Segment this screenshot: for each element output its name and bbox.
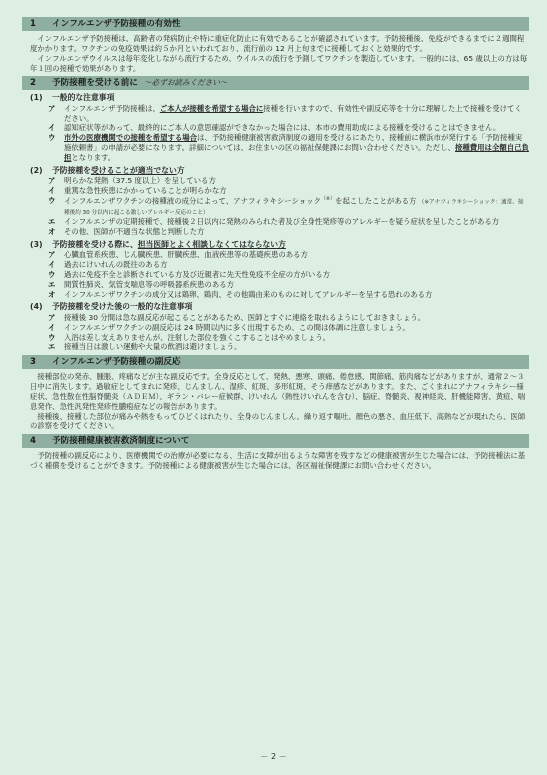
text-part: は、予防接種健康被害救済制度の適用を受けるにあたり、接種前に横浜市が発行する「予防接種実施依頼書」の申請が必要になります。詳細については、お住まいの区の福祉保健課にお問い合わせください。ただし、 (64, 133, 523, 153)
list-item (22, 260, 529, 270)
text-part: となります。 (71, 152, 116, 162)
underlined-text: 担当医師とよく相談しなくてはならない方 (137, 239, 286, 249)
item-text: インフルエンザの定期接種で、接種後２日以内に発熱のみられた者及び全身性発疹等のアレルギーを疑う症状を呈したことがある方 (64, 217, 500, 227)
subsection-4-heading (22, 302, 529, 312)
item-marker: イ (48, 186, 56, 195)
list-item (22, 290, 529, 300)
underlined-text: 受けることが適当でない (90, 165, 177, 175)
section-2-heading (22, 76, 529, 90)
subsection-title: 予防接種を (52, 165, 91, 175)
item-text: その他、医師が不適当な状態と判断した方 (64, 227, 205, 237)
list-item (22, 280, 529, 290)
section-number: 1 (30, 19, 36, 29)
list-item (22, 186, 529, 196)
text-part: を起こしたことがある方 (335, 196, 417, 206)
section-subtitle: ～必ずお読みください～ (143, 78, 228, 88)
item-marker: エ (48, 217, 56, 227)
item-marker: エ (48, 279, 56, 289)
item-text: インフルエンザワクチンの成分又は鶏卵、鶏肉、その他鶏由来のものに対してアレルギーを呈する恐れのある方 (64, 289, 433, 299)
item-marker: ア (48, 103, 56, 113)
item-text: 過去にけいれんの既往のある方 (64, 260, 168, 270)
item-text: 接種後 30 分間は急な副反応が起こることがあるため、医師とすぐに連絡を取れるようにしておきましょう。 (64, 312, 426, 322)
item-text (64, 133, 529, 163)
item-text: 明らかな発熱（37.5 度以上）を呈している方 (64, 176, 216, 186)
item-text: 入浴は差し支えありませんが、注射した部位を強くこすることはやめましょう。 (64, 332, 331, 342)
text-part: インフルエンザワクチンの接種液の成分によって、アナフィラキシーショック (64, 196, 321, 206)
item-marker: ウ (48, 195, 56, 205)
item-text: 重篤な急性疾患にかかっていることが明らかな方 (64, 186, 227, 195)
item-marker: ウ (48, 133, 56, 143)
subsection-number: (4) (30, 302, 43, 312)
item-text: 過去に免疫不全と診断されている方及び近親者に先天性免疫不全症の方がいる方 (64, 269, 331, 279)
item-marker: イ (48, 123, 56, 133)
list-item (22, 323, 529, 333)
text-part: 接種を行いますので、有効性や副反応等を十分に理解した上で接種を受けてください。 (64, 103, 522, 123)
item-marker: ア (48, 250, 56, 260)
subsection-title: 予防接種を受けた後の一般的な注意事項 (52, 302, 193, 312)
footnote-marker: （※） (320, 195, 336, 202)
list-item (22, 333, 529, 343)
list-item (22, 250, 529, 260)
page-number: － 2 － (260, 752, 287, 761)
subsection-number: (2) (30, 165, 43, 175)
list-item (22, 176, 529, 186)
list-item (22, 270, 529, 280)
section-title: 予防接種健康被害救済制度について (52, 436, 190, 447)
section-title: インフルエンザ予防接種の有効性 (52, 19, 181, 29)
underlined-text: ご本人が接種を希望する場合に (159, 103, 264, 113)
subsection-2-heading (22, 166, 529, 176)
section-number: 3 (30, 357, 36, 368)
list-item (22, 196, 529, 217)
item-text (64, 104, 529, 124)
subsection-3-heading (22, 240, 529, 250)
list-item (22, 227, 529, 237)
item-marker: オ (48, 289, 56, 299)
item-marker: イ (48, 260, 56, 270)
item-marker: エ (48, 342, 56, 352)
list-item (22, 217, 529, 227)
underlined-text: 市外の医療機関での接種を希望する場合 (64, 133, 198, 143)
item-marker: ア (48, 176, 56, 186)
subsection-1-heading (22, 93, 529, 103)
item-text: 心臓血管系疾患、じん臓疾患、肝臓疾患、血液疾患等の基礎疾患のある方 (64, 250, 308, 260)
item-marker: オ (48, 227, 56, 237)
section-number: 2 (30, 78, 36, 89)
section-1-paragraph-1: インフルエンザ予防接種は、高齢者の発病防止や特に重症化防止に有効であることが確認されています。予防接種後、免疫ができるまでに２週間程度かかります。ワクチンの免疫効果は約５か月といわれており、流行前の 12 月上旬までに接種しておくと効果的です。 (30, 34, 525, 53)
item-text: 接種当日は激しい運動や大量の飲酒は避けましょう。 (64, 342, 242, 352)
list-item (22, 123, 529, 133)
section-number: 4 (30, 436, 36, 447)
section-1-paragraph-2: インフルエンザウイルスは毎年変化しながら流行するため、ウイルスの流行を予測してワクチンを製造しています。一般的には、65 歳以上の方は毎年１回の接種で効果があります。 (30, 53, 528, 73)
section-title: インフルエンザ予防接種の副反応 (52, 357, 181, 368)
list-item (22, 104, 529, 124)
list-item (22, 313, 529, 323)
item-marker: ウ (48, 269, 56, 279)
item-marker: イ (48, 322, 56, 332)
section-4-paragraph-1: 予防接種の副反応により、医療機関での治療が必要になる、生活に支障が出るような障害を残すなどの健康被害が生じた場合には、予防接種法に基づく補償を受けることができます。予防接種による健康被害が生じた場合には、各区福祉保健課にお問い合わせください。 (30, 451, 526, 471)
underlined-text: 接種費用は全額自己負担 (64, 143, 529, 162)
subsection-title-end: 方 (176, 165, 185, 175)
list-item (22, 342, 529, 352)
list-item (22, 133, 529, 163)
section-1-heading (22, 17, 529, 31)
footnote-text: （※アナフィラキシーショック：通常、接種後約 30 分以内に起こる激しいアレルギー反応のこと） (64, 199, 524, 216)
item-text: 認知症状等があって、最終的にご本人の意思確認ができなかった場合には、本市の費用助成による接種を受けることはできません。 (64, 123, 501, 133)
section-title: 予防接種を受ける前に (52, 78, 138, 89)
subsection-title: 予防接種を受ける際に、 (52, 239, 138, 249)
section-3-heading (22, 355, 529, 369)
section-4-heading (22, 434, 529, 448)
section-3-paragraph-2: 接種後、接種した部位が痛みや熱をもってひどくはれたり、全身のじんましん、繰り返す嘔吐、顔色の悪さ、血圧低下、高熱などが現れたら、医師の診察を受けてください。 (30, 411, 526, 431)
subsection-title: 一般的な注意事項 (52, 93, 115, 103)
item-marker: ウ (48, 332, 56, 342)
item-marker: ア (48, 312, 56, 322)
section-3-paragraph-1: 接種部位の発赤、腫脹、疼痛などが主な副反応です。全身反応として、発熱、悪寒、頭痛、倦怠感、関節痛、筋肉痛などがありますが、通常２～３日中に消失します。過敏症としてまれに発疹、じんましん、湿疹、紅斑、多形紅斑、そう痒感などがあります。また、ごくまれにアナフィラキシー様症状、急性散在性脳脊髄炎（ＡＤＥＭ）、ギラン・バレー症候群、けいれん（熱性けいれんを含む）、脳症、脊髄炎、視神経炎、肝機能障害、黄疸、喘息発作、急性汎発性発疹性膿疱症などの報告があります。 (30, 372, 526, 411)
item-text (64, 196, 529, 217)
subsection-number: (3) (30, 239, 43, 249)
item-text: 間質性肺炎、気管支喘息等の呼吸器系疾患のある方 (64, 279, 234, 289)
subsection-number: (1) (30, 93, 43, 103)
item-text: インフルエンザワクチンの副反応は 24 時間以内に多く出現するため、この間は体調に注意しましょう。 (64, 322, 410, 332)
text-part: インフルエンザ予防接種は、 (64, 103, 160, 113)
